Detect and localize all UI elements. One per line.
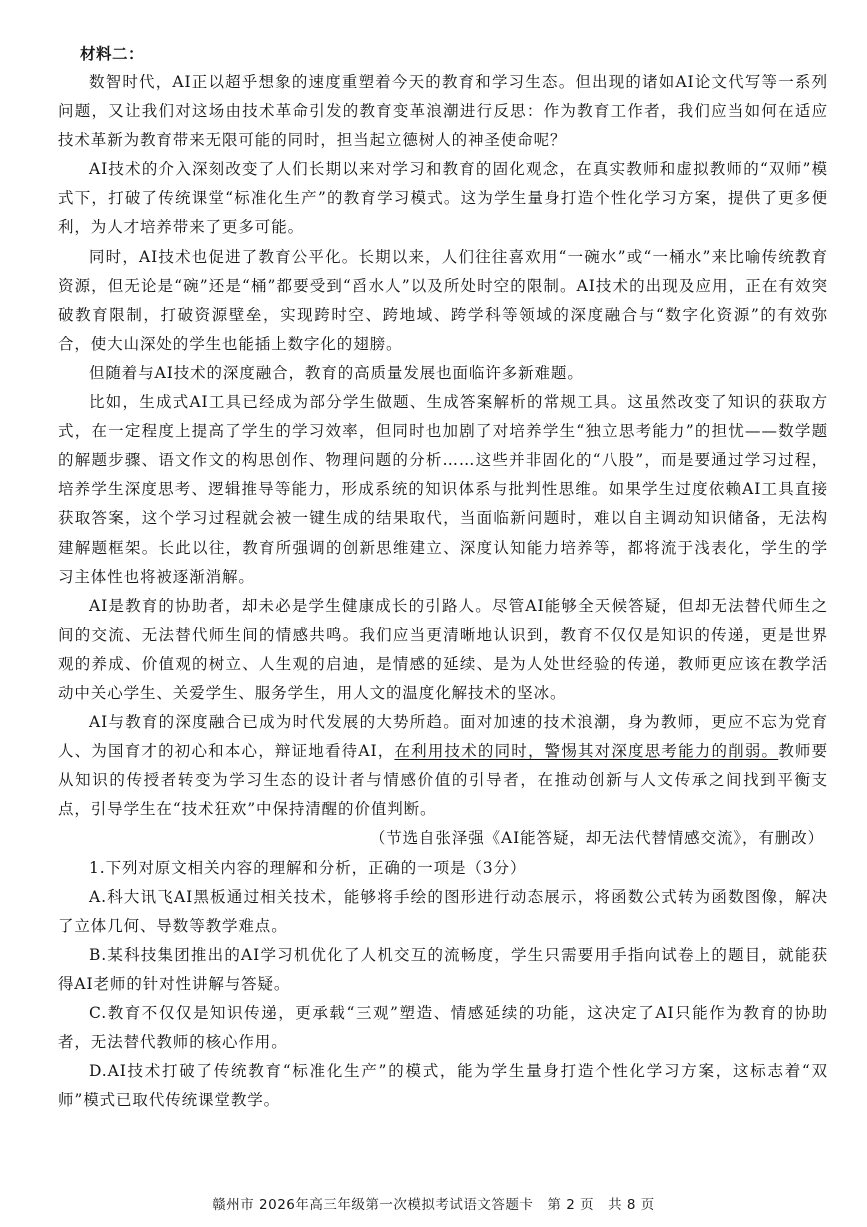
paragraph-2: AI技术的介入深刻改变了人们长期以来对学习和教育的固化观念，在真实教师和虚拟教师的“双师”模式下，打破了传统课堂“标准化生产”的教育学习模式。这为学生量身打造个性化学习方案，提供了更多便利，为人才培养带来了更多可能。 xyxy=(58,160,828,237)
underlined-sentence: 在利用技术的同时，警惕其对深度思考能力的削弱。 xyxy=(394,742,779,761)
question-stem: 1.下列对原文相关内容的理解和分析，正确的一项是（3分） xyxy=(89,858,527,877)
paragraph-6: AI是教育的协助者，却未必是学生健康成长的引路人。尽管AI能够全天候答疑，但却无法替代师生之间的交流、无法替代师生间的情感共鸣。我们应当更清晰地认识到，教育不仅仅是知识的传递，更是世界观的养成、价值观的树立、人生观的启迪，是情感的延续、是为人处世经验的传递，教师更应该在教学活动中关心学生、关爱学生、服务学生，用人文的温度化解技术的坚冰。 xyxy=(58,596,828,702)
paragraph-3: 同时，AI技术也促进了教育公平化。长期以来，人们往往喜欢用“一碗水”或“一桶水”来比喻传统教育资源，但无论是“碗”还是“桶”都要受到“舀水人”以及所处时空的限制。AI技术的出现及应用，正在有效突破教育限制，打破资源壁垒，实现跨时空、跨地域、跨学科等领域的深度融合与“数字化资源”的有效弥合，使大山深处的学生也能插上数字化的翅膀。 xyxy=(58,247,828,353)
page-footer: 赣州市 2026年高三年级第一次模拟考试语文答题卡 第 2 页 共 8 页 xyxy=(212,1197,655,1213)
section-heading: 材料二： xyxy=(80,45,145,63)
document-body xyxy=(58,40,828,1115)
paragraph-7-end: 教师要从知识的传授者转变为学习生态的设计者与情感价值的引导者，在推动创新与人文传承之间找到平衡支点，引导学生在“技术狂欢”中保持清醒的价值判断。 xyxy=(58,742,829,819)
paragraph-1: 数智时代，AI正以超乎想象的速度重塑着今天的教育和学习生态。但出现的诸如AI论文代写等一系列问题，又让我们对这场由技术革命引发的教育变革浪潮进行反思：作为教育工作者，我们应当如何在适应技术革新为教育带来无限可能的同时，担当起立德树人的神圣使命呢？ xyxy=(58,73,828,150)
paragraph-5: 比如，生成式AI工具已经成为部分学生做题、生成答案解析的常规工具。这虽然改变了知识的获取方式，在一定程度上提高了学生的学习效率，但同时也加剧了对培养学生“独立思考能力”的担忧——数学题的解题步骤、语文作文的构思创作、物理问题的分析……这些并非固化的“八股”，而是要通过学习过程，培养学生深度思考、逻辑推导等能力，形成系统的知识体系与批判性思维。如果学生过度依赖AI工具直接获取答案，这个学习过程就会被一键生成的结果取代，当面临新问题时，难以自主调动知识储备，无法构建解题框架。长此以往，教育所强调的创新思维建立、深度认知能力培养等，都将流于浅表化，学生的学习主体性也将被逐渐消解。 xyxy=(58,393,828,586)
option-b: B.某科技集团推出的AI学习机优化了人机交互的流畅度，学生只需要用手指向试卷上的题目，就能获得AI老师的针对性讲解与答疑。 xyxy=(58,945,828,993)
option-c: C.教育不仅仅是知识传递，更承载“三观”塑造、情感延续的功能，这决定了AI只能作为教育的协助者，无法替代教师的核心作用。 xyxy=(58,1004,828,1052)
paragraph-7 xyxy=(58,708,828,824)
paragraph-7-start: AI与教育的深度融合已成为时代发展的大势所趋。面对加速的技术浪潮，身为教师，更应不忘为党育人、为国育才的初心和本心，辩证地看待AI， xyxy=(58,713,828,761)
source-citation: （节选自张泽强《AI能答疑，却无法代替情感交流》，有删改） xyxy=(369,829,824,848)
paragraph-4: 但随着与AI技术的深度融合，教育的高质量发展也面临许多新难题。 xyxy=(89,363,584,382)
option-a: A.科大讯飞AI黑板通过相关技术，能够将手绘的图形进行动态展示，将函数公式转为函数图像，解决了立体几何、导数等教学难点。 xyxy=(58,887,828,935)
option-d: D.AI技术打破了传统教育“标准化生产”的模式，能为学生量身打造个性化学习方案，这标志着“双师”模式已取代传统课堂教学。 xyxy=(58,1062,828,1110)
